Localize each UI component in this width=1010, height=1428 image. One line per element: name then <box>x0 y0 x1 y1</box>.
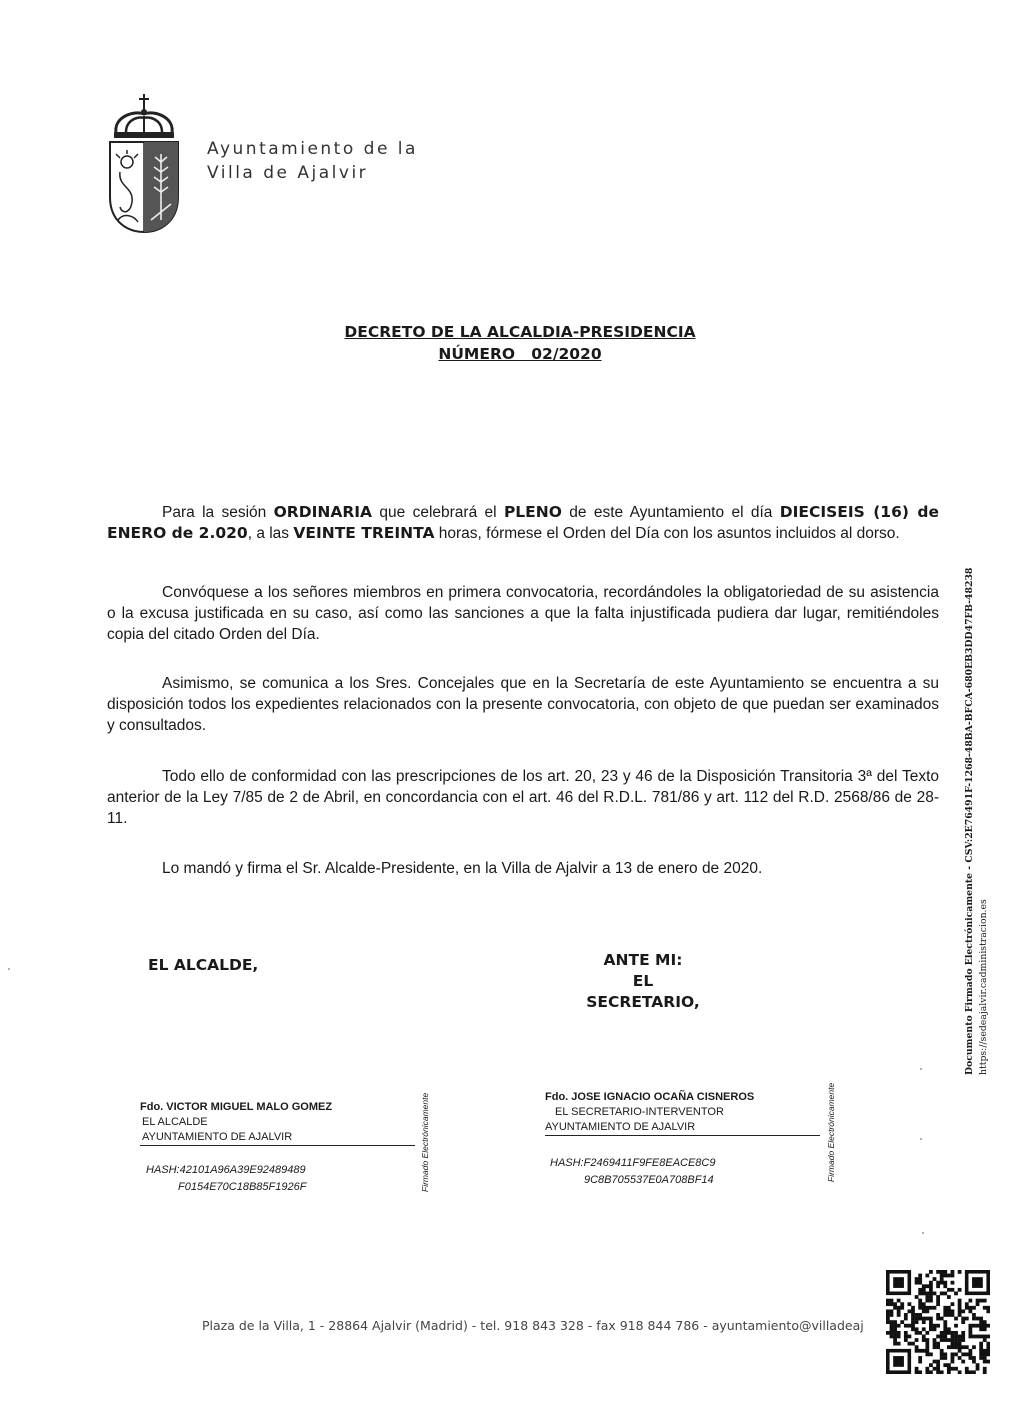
secretary-signed-label: Firmado Electrónicamente <box>826 1082 836 1182</box>
secretary-heading <box>578 950 708 1013</box>
scan-speck <box>920 1068 922 1070</box>
org-name-line2: Villa de Ajalvir <box>207 163 369 183</box>
paragraph-session <box>107 502 939 544</box>
coat-of-arms-logo <box>104 92 184 242</box>
secretary-hash <box>550 1155 716 1189</box>
qr-code[interactable] <box>886 1270 990 1374</box>
mayor-hash-line2: F0154E70C18B85F1926F <box>178 1181 307 1193</box>
p1-text-2: que celebrará el <box>372 504 504 521</box>
decree-title: DECRETO DE LA ALCALDIA-PRESIDENCIA <box>344 323 696 341</box>
footer-contact: Plaza de la Villa, 1 - 28864 Ajalvir (Madrid) - tel. 918 843 328 - fax 918 844 786 - ayuntamiento@villadeaj <box>202 1318 864 1333</box>
scan-speck <box>922 1232 924 1234</box>
mayor-signed-label: Firmado Electrónicamente <box>420 1092 430 1192</box>
mayor-hash-line1: HASH:42101A96A39E92489489 <box>146 1164 306 1176</box>
p1-text-4: , a las <box>247 525 294 542</box>
paragraph-signature-statement: Lo mandó y firma el Sr. Alcalde-Presidente, en la Villa de Ajalvir a 13 de enero de 2020. <box>162 860 763 877</box>
secretary-hash-line2: 9C8B705537E0A708BF14 <box>584 1174 714 1186</box>
p1-time: VEINTE TREINTA <box>293 524 435 542</box>
secretary-heading-line1: ANTE MI: <box>603 951 683 969</box>
decree-number: NÚMERO 02/2020 <box>438 345 602 363</box>
secretary-signature-block <box>545 1090 820 1136</box>
secretary-entity: AYUNTAMIENTO DE AJALVIR <box>545 1120 820 1136</box>
p1-body-name: PLENO <box>503 503 562 521</box>
mayor-role: EL ALCALDE <box>142 1116 208 1128</box>
secretary-hash-line1: HASH:F2469411F9FE8EACE8C9 <box>550 1157 716 1169</box>
paragraph-legal-basis: Todo ello de conformidad con las prescripciones de los art. 20, 23 y 46 de la Disposición Transitoria 3ª del Texto anterior de la Ley 7/85 de 2 de Abril, en concordancia con el art. 46 del R.D.L. 781/86 y art. 112 del R.D. 2568/86 de 28-11. <box>107 768 939 827</box>
secretary-role: EL SECRETARIO-INTERVENTOR <box>555 1106 724 1118</box>
p1-session-type: ORDINARIA <box>273 503 373 521</box>
csv-verification-url: https://sedeajalvir.cadministracion.es <box>978 899 989 1075</box>
secretary-signer-name: Fdo. JOSE IGNACIO OCAÑA CISNEROS <box>545 1091 755 1103</box>
mayor-entity: AYUNTAMIENTO DE AJALVIR <box>140 1130 415 1146</box>
p1-text-5: horas, fórmese el Orden del Día con los asuntos incluidos al dorso. <box>434 525 900 542</box>
scan-speck <box>920 1138 922 1140</box>
p1-date: DIECISEIS (16) de ENERO de 2.020 <box>107 503 939 542</box>
p1-text-3: de este Ayuntamiento el día <box>561 504 780 521</box>
csv-stamp-text: Documento Firmado Electrónicamente - CSV:2E76491F-1268-48BA-BFCA-680EB3DD47FB-48238 <box>964 567 975 1075</box>
mayor-hash <box>146 1162 306 1196</box>
mayor-signer-name: Fdo. VICTOR MIGUEL MALO GOMEZ <box>140 1101 333 1113</box>
paragraph-convocation: Convóquese a los señores miembros en primera convocatoria, recordándoles la obligatoriedad de su asistencia o la excusa justificada en su caso, así como las sanciones a que la falta injustificada pudiera dar lugar, remitiéndoles copia del citado Orden del Día. <box>107 584 939 643</box>
scan-speck <box>8 968 10 970</box>
paragraph-files: Asimismo, se comunica a los Sres. Concejales que en la Secretaría de este Ayuntamiento se encuentra a su disposición todos los expedientes relacionados con la presente convocatoria, con objeto de que puedan ser examinados y consultados. <box>107 675 939 734</box>
org-name-line1: Ayuntamiento de la <box>207 139 418 159</box>
mayor-signature-block <box>140 1100 415 1146</box>
mayor-heading: EL ALCALDE, <box>148 956 259 974</box>
p1-text-1: Para la sesión <box>162 504 274 521</box>
secretary-heading-line2: EL SECRETARIO, <box>586 972 700 1011</box>
